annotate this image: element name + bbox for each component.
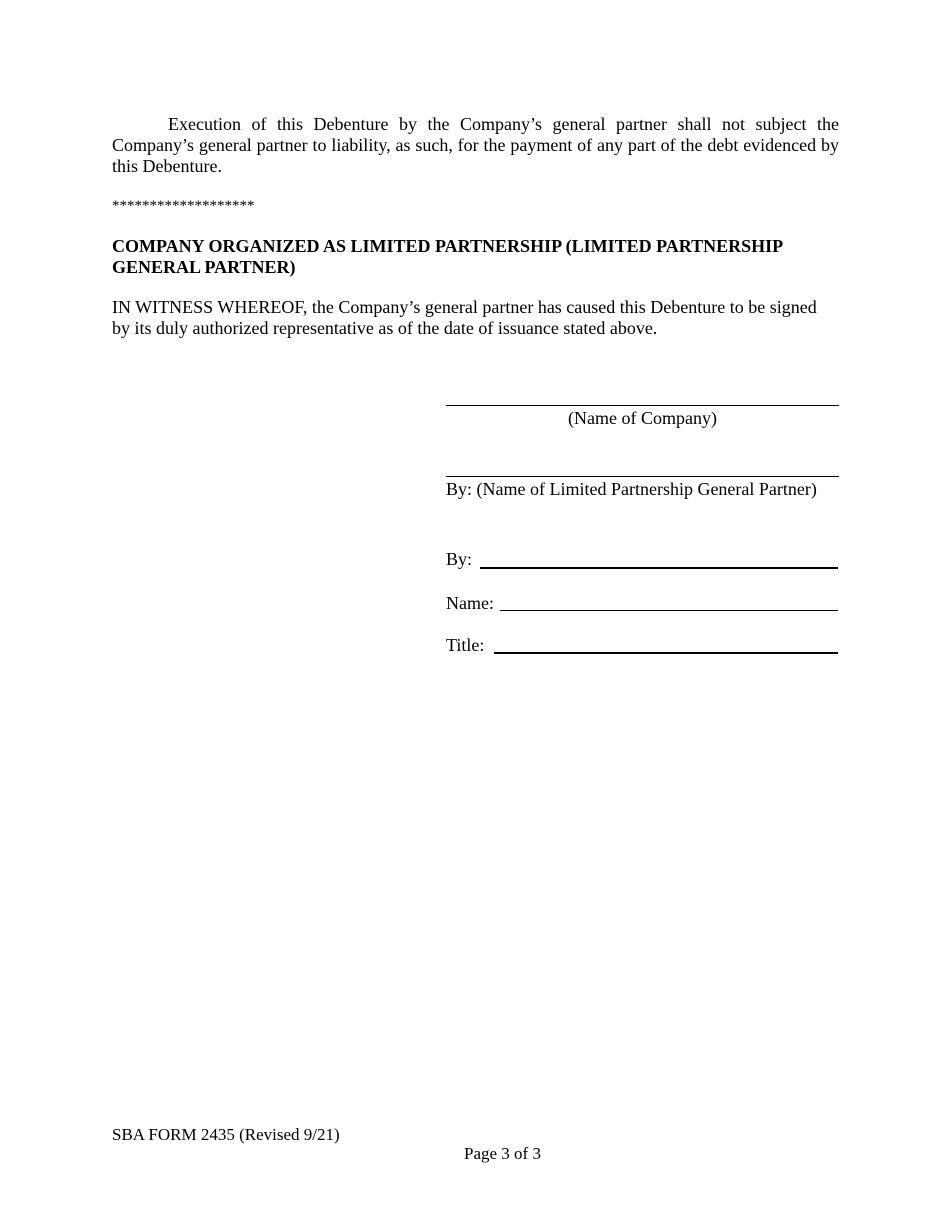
name-line — [500, 610, 838, 611]
page-number: Page 3 of 3 — [464, 1144, 541, 1163]
company-signature-line — [446, 405, 839, 406]
company-caption: (Name of Company) — [568, 408, 717, 428]
title-line — [494, 652, 838, 654]
gp-caption: By: (Name of Limited Partnership General Partner) — [446, 479, 817, 499]
name-label: Name: — [446, 593, 494, 613]
section-heading: COMPANY ORGANIZED AS LIMITED PARTNERSHIP (LIMITED PARTNERSHIP GENERAL PARTNER) — [112, 236, 783, 277]
by-signature-line — [480, 567, 838, 569]
gp-signature-line — [446, 476, 839, 477]
separator: ******************* — [112, 198, 255, 214]
form-number: SBA FORM 2435 (Revised 9/21) — [112, 1125, 340, 1144]
liability-paragraph: Execution of this Debenture by the Company’s general partner shall not subject the Company’s general partner to liability, as such, for the payment of any part of the debt evidenced by this Debenture. — [112, 114, 839, 176]
witness-paragraph: IN WITNESS WHEREOF, the Company’s general partner has caused this Debenture to be signed by its duly authorized representative as of the date of issuance stated above. — [112, 297, 817, 338]
title-label: Title: — [446, 635, 485, 655]
by-label: By: — [446, 549, 473, 569]
